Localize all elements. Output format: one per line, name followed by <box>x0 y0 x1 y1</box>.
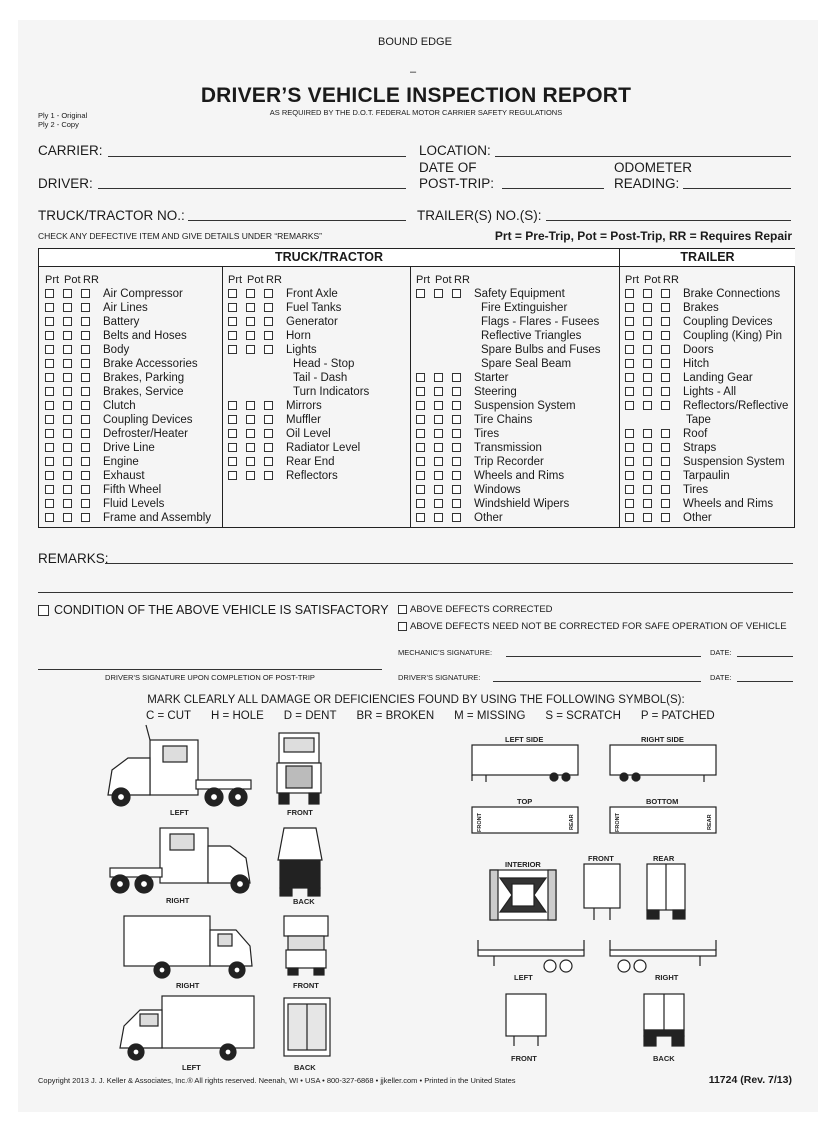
col-label-pot: Pot <box>64 274 81 286</box>
item-label: Coupling (King) Pin <box>683 330 783 342</box>
item-label: Front Axle <box>286 288 338 300</box>
item-label: Wheels and Rims <box>683 498 774 510</box>
item-label: Turn Indicators <box>293 386 370 398</box>
trailer-front-diagram[interactable] <box>584 864 620 920</box>
item-label: Head - Stop <box>293 358 355 370</box>
item-label: Starter <box>474 372 509 384</box>
item-label: Steering <box>474 386 517 398</box>
trailer-top-label: TOP <box>517 797 533 806</box>
driver-date-label: DATE: <box>710 673 732 682</box>
item-label: Reflectors/Reflective <box>683 400 789 412</box>
item-label: Roof <box>683 428 708 440</box>
item-label: Wheels and Rims <box>474 470 565 482</box>
damage-symbol: P = PATCHED <box>640 710 715 722</box>
not-needed-label: ABOVE DEFECTS NEED NOT BE CORRECTED FOR SAFE OPERATION OF VEHICLE <box>410 621 787 632</box>
item-label: Horn <box>286 330 311 342</box>
box-truck-right-label: RIGHT <box>176 981 200 990</box>
col-label-rr: RR <box>663 274 679 286</box>
item-label: Air Lines <box>103 302 148 314</box>
van-left-diagram[interactable] <box>120 996 254 1060</box>
trailer-right-side-label: RIGHT SIDE <box>641 735 684 744</box>
item-label: Brakes, Parking <box>103 372 185 384</box>
box-truck-right-diagram[interactable] <box>124 916 252 978</box>
trailer-no-label: TRAILER(S) NO.(S): <box>417 208 542 223</box>
item-label: Lights - All <box>683 386 737 398</box>
item-label: Exhaust <box>103 470 145 482</box>
item-label: Drive Line <box>103 442 155 454</box>
damage-symbol: BR = BROKEN <box>356 710 435 722</box>
item-label: Body <box>103 344 130 356</box>
item-label: Defroster/Heater <box>103 428 189 440</box>
remarks-label: REMARKS: <box>38 551 109 566</box>
truck-tractor-header: TRUCK/TRACTOR <box>39 249 619 267</box>
trailer-right-side-diagram[interactable] <box>610 745 716 782</box>
driver-signature-caption: DRIVER’S SIGNATURE UPON COMPLETION OF POST-TRIP <box>105 673 315 682</box>
damage-symbol: C = CUT <box>146 710 192 722</box>
trailer-top-rear-label: REAR <box>569 814 575 830</box>
item-label: Doors <box>683 344 714 356</box>
item-label: Coupling Devices <box>683 316 773 328</box>
item-label: Oil Level <box>286 428 331 440</box>
item-label: Fire Extinguisher <box>481 302 568 314</box>
trailer-header: TRAILER <box>619 249 795 267</box>
title-dash: – <box>410 66 417 78</box>
item-label: Generator <box>286 316 338 328</box>
tractor-left-diagram[interactable] <box>108 725 251 806</box>
copyright-text: Copyright 2013 J. J. Keller & Associates, Inc.® All rights reserved. Neenah, WI • USA • 800-327-6868 • jjkeller.com • Printed in the United States <box>38 1076 516 1085</box>
trailer-bottom-label: BOTTOM <box>646 797 679 806</box>
damage-symbol: H = HOLE <box>211 710 264 722</box>
item-label: Reflectors <box>286 470 338 482</box>
item-label: Battery <box>103 316 140 328</box>
ply1-label: Ply 1 - Original <box>38 111 88 120</box>
trailer-rear-diagram[interactable] <box>647 864 685 919</box>
mechanic-date-label: DATE: <box>710 648 732 657</box>
ply2-label: Ply 2 - Copy <box>38 120 79 129</box>
item-label: Brake Accessories <box>103 358 198 370</box>
page-title: DRIVER’S VEHICLE INSPECTION REPORT <box>200 84 632 107</box>
col-label-prt: Prt <box>45 274 60 286</box>
col-label-pot: Pot <box>247 274 264 286</box>
flatbed-right-diagram[interactable] <box>610 940 716 972</box>
driver-signature-label: DRIVER’S SIGNATURE: <box>398 673 481 682</box>
trailer-top-front-label: FRONT <box>477 813 483 832</box>
item-label: Tape <box>686 414 711 426</box>
item-label: Other <box>474 512 503 524</box>
item-label: Tarpaulin <box>683 470 730 482</box>
mechanic-signature-label: MECHANIC’S SIGNATURE: <box>398 648 493 657</box>
item-label: Lights <box>286 344 317 356</box>
item-label: Frame and Assembly <box>103 512 212 524</box>
trailer-back-end-diagram[interactable] <box>644 994 684 1046</box>
carrier-label: CARRIER: <box>38 143 103 158</box>
item-label: Fuel Tanks <box>286 302 342 314</box>
check-instruction: CHECK ANY DEFECTIVE ITEM AND GIVE DETAILS UNDER “REMARKS” <box>38 231 323 241</box>
item-label: Trip Recorder <box>474 456 544 468</box>
item-label: Windshield Wipers <box>474 498 570 510</box>
item-label: Rear End <box>286 456 335 468</box>
trailer-left-side-label: LEFT SIDE <box>505 735 544 744</box>
col-label-rr: RR <box>454 274 470 286</box>
tractor-front-label: FRONT <box>287 808 313 817</box>
item-label: Transmission <box>474 442 542 454</box>
item-label: Brake Connections <box>683 288 781 300</box>
item-label: Tires <box>474 428 500 440</box>
item-label: Brakes <box>683 302 719 314</box>
col-label-prt: Prt <box>625 274 640 286</box>
col-label-rr: RR <box>266 274 282 286</box>
van-left-label: LEFT <box>182 1063 201 1072</box>
item-label: Fifth Wheel <box>103 484 162 496</box>
flatbed-left-label: LEFT <box>514 973 533 982</box>
item-label: Landing Gear <box>683 372 753 384</box>
trailer-interior-label: INTERIOR <box>505 860 541 869</box>
trailer-left-side-diagram[interactable] <box>472 745 578 782</box>
trailer-front-end-label: FRONT <box>511 1054 537 1063</box>
trailer-back-end-label: BACK <box>653 1054 675 1063</box>
tractor-front-diagram[interactable] <box>277 733 321 804</box>
trailer-front-end-diagram[interactable] <box>506 994 546 1046</box>
trailer-top-diagram[interactable] <box>472 807 578 833</box>
item-label: Radiator Level <box>286 442 361 454</box>
box-truck-front-label: FRONT <box>293 981 319 990</box>
item-label: Tire Chains <box>474 414 533 426</box>
col-label-pot: Pot <box>644 274 661 286</box>
tractor-back-diagram[interactable] <box>278 828 322 896</box>
legend-text: Prt = Pre-Trip, Pot = Post-Trip, RR = Requires Repair <box>494 229 792 243</box>
item-label: Flags - Flares - Fusees <box>481 316 600 328</box>
item-label: Spare Seal Beam <box>481 358 572 370</box>
reading-label: READING: <box>614 176 680 191</box>
tractor-back-label: BACK <box>293 897 315 906</box>
item-label: Tail - Dash <box>293 372 348 384</box>
trailer-bottom-diagram[interactable] <box>610 807 716 833</box>
page-subtitle: AS REQUIRED BY THE D.O.T. FEDERAL MOTOR CARRIER SAFETY REGULATIONS <box>269 108 563 117</box>
van-back-label: BACK <box>294 1063 316 1072</box>
damage-symbol: M = MISSING <box>454 710 526 722</box>
item-label: Coupling Devices <box>103 414 193 426</box>
date-of-label: DATE OF <box>419 160 477 175</box>
flatbed-left-diagram[interactable] <box>478 940 584 972</box>
trailer-interior-diagram[interactable] <box>490 870 556 920</box>
damage-instruction: MARK CLEARLY ALL DAMAGE OR DEFICIENCIES FOUND BY USING THE FOLLOWING SYMBOL(S): <box>147 694 685 706</box>
trailer-bottom-front-label: FRONT <box>615 813 621 832</box>
damage-symbol: S = SCRATCH <box>545 710 621 722</box>
tractor-right-diagram[interactable] <box>110 828 250 893</box>
tractor-right-label: RIGHT <box>166 896 190 905</box>
item-label: Mirrors <box>286 400 322 412</box>
item-label: Brakes, Service <box>103 386 184 398</box>
damage-symbol: D = DENT <box>283 710 337 722</box>
item-label: Straps <box>683 442 717 454</box>
col-label-pot: Pot <box>435 274 452 286</box>
item-label: Safety Equipment <box>474 288 565 300</box>
item-label: Reflective Triangles <box>481 330 582 342</box>
item-label: Suspension System <box>683 456 785 468</box>
col-label-rr: RR <box>83 274 99 286</box>
item-label: Muffler <box>286 414 321 426</box>
item-label: Fluid Levels <box>103 498 165 510</box>
post-trip-label: POST-TRIP: <box>419 176 495 191</box>
flatbed-right-label: RIGHT <box>655 973 679 982</box>
item-label: Spare Bulbs and Fuses <box>481 344 601 356</box>
van-back-diagram[interactable] <box>284 998 330 1056</box>
item-label: Suspension System <box>474 400 576 412</box>
col-label-prt: Prt <box>228 274 243 286</box>
trailer-front-label: FRONT <box>588 854 614 863</box>
driver-label: DRIVER: <box>38 176 93 191</box>
item-label: Belts and Hoses <box>103 330 187 342</box>
col-label-prt: Prt <box>416 274 431 286</box>
item-label: Windows <box>474 484 521 496</box>
item-label: Hitch <box>683 358 710 370</box>
item-label: Clutch <box>103 400 136 412</box>
form-number: 11724 (Rev. 7/13) <box>708 1074 792 1086</box>
satisfactory-label: CONDITION OF THE ABOVE VEHICLE IS SATISFACTORY <box>54 603 389 617</box>
trailer-rear-label: REAR <box>653 854 675 863</box>
location-label: LOCATION: <box>419 143 491 158</box>
odometer-label: ODOMETER <box>614 160 693 175</box>
corrected-label: ABOVE DEFECTS CORRECTED <box>410 604 553 615</box>
item-label: Air Compressor <box>103 288 183 300</box>
truck-no-label: TRUCK/TRACTOR NO.: <box>38 208 185 223</box>
item-label: Other <box>683 512 712 524</box>
trailer-bottom-rear-label: REAR <box>707 814 713 830</box>
box-truck-front-diagram[interactable] <box>284 916 328 975</box>
bound-edge-label: BOUND EDGE <box>378 36 452 48</box>
tractor-left-label: LEFT <box>170 808 189 817</box>
item-label: Tires <box>683 484 709 496</box>
item-label: Engine <box>103 456 139 468</box>
